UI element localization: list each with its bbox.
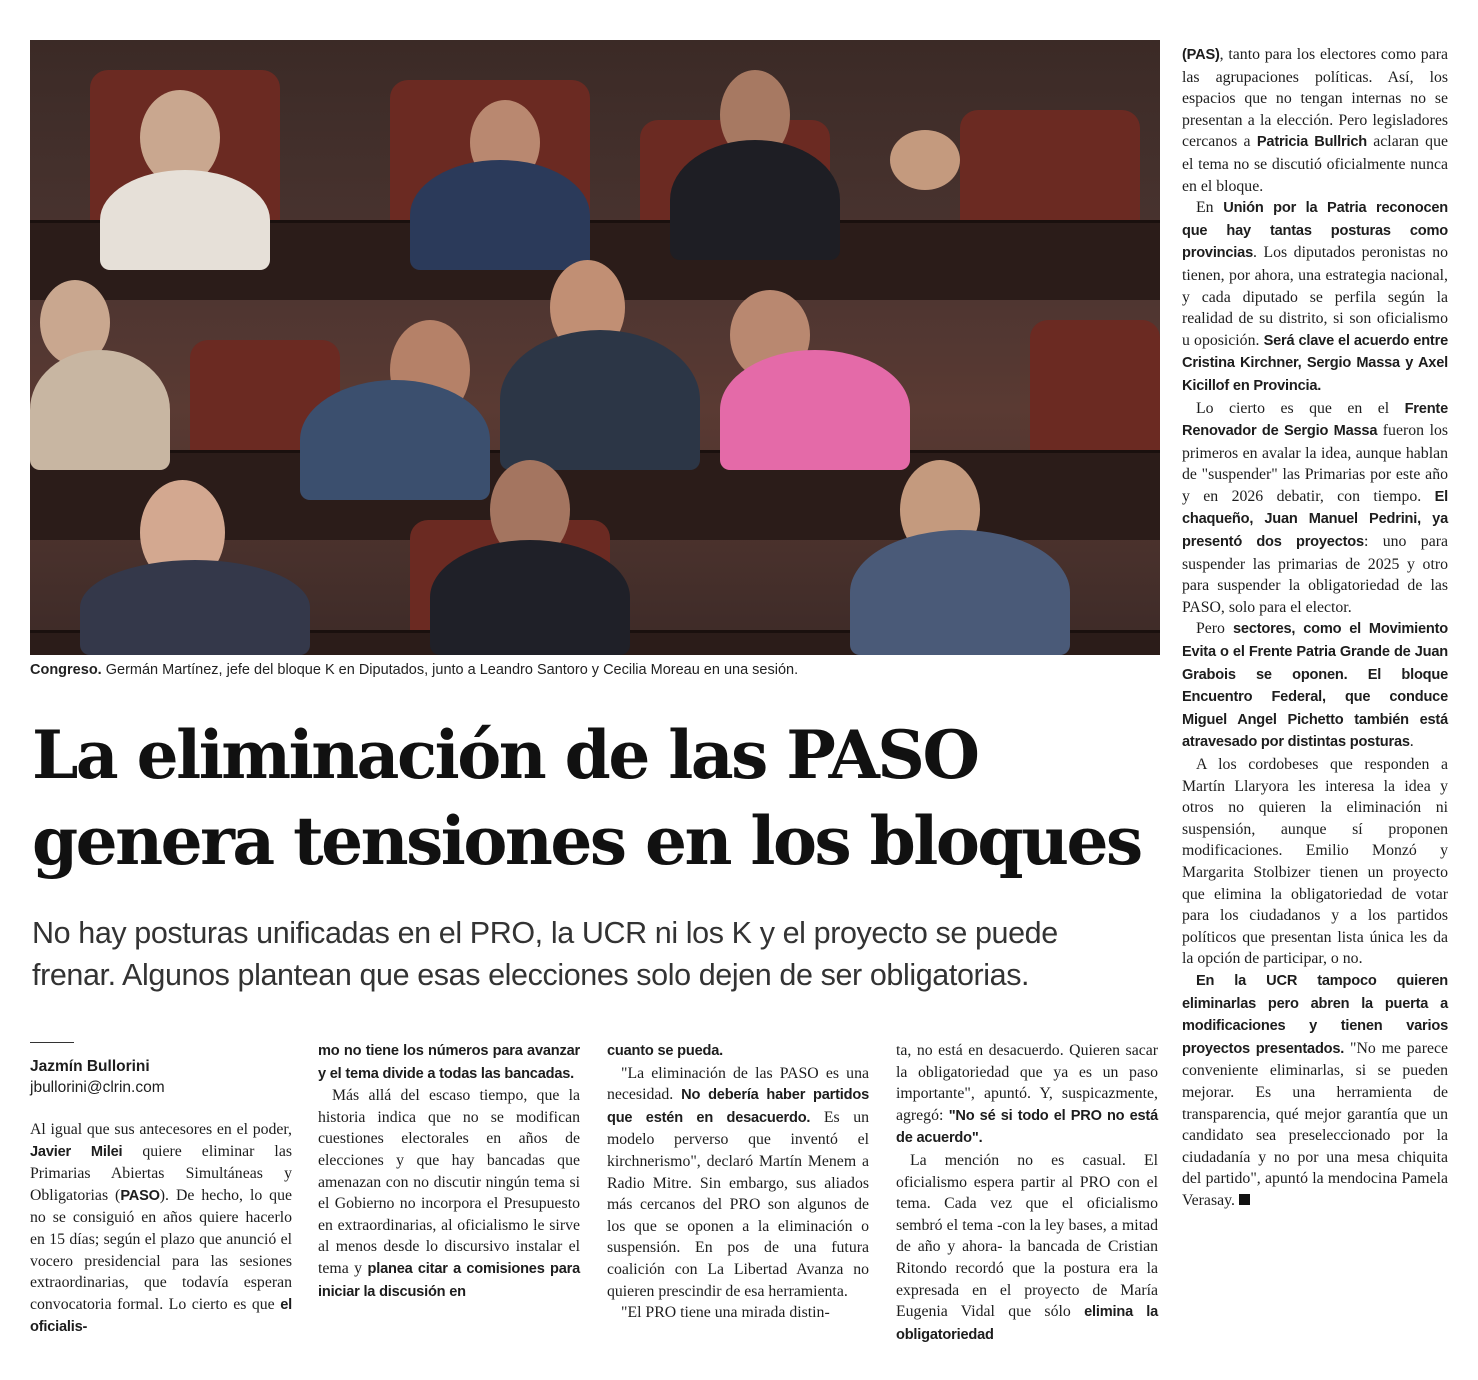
paragraph: (PAS), tanto para los electores como para las agrupaciones políticas. Así, los espacios que no tengan internas no se presentan a la elección. Pero legisladores cercanos a Patricia Bullrich aclaran que el tema no se discutió oficialmente nunca en el bloque. [1182,46,1448,195]
column-1 [30,1040,292,1339]
paragraph: Lo cierto es que en el Frente Renovador de Sergio Massa fueron los primeros en avalar la idea, aunque hablan de "suspender" las Primarias por este año y en 2026 debatir, con tiempo. El chaqueño, Juan Manuel Pedrini, ya presentó dos proyectos: uno para suspender las primarias de 2025 y otro para suspender la obligatoriedad de las PASO, solo para el elector. [1182,399,1448,616]
headline-line-2: genera tensiones en los bloques [32,802,1141,880]
paragraph: A los cordobeses que responden a Martín Llaryora les interesa la idea y otros no quieren la eliminación ni suspensión, aunque sí proponen modificaciones. Emilio Monzó y Margarita Stolbizer tienen un proyecto que elimina la obligatoriedad de votar para los ciudadanos y a los partidos políticos que presentan lista única les da la opción de participar, o no. [1182,756,1448,968]
paragraph: Pero sectores, como el Movimiento Evita o el Frente Patria Grande de Juan Grabois se oponen. El bloque Encuentro Federal, que conduce Miguel Angel Pichetto también está atravesado por distintas posturas. [1182,620,1449,751]
byline-rule [30,1042,74,1043]
headline [32,712,1162,884]
paragraph: "El PRO tiene una mirada distin- [621,1304,830,1322]
article-photo [30,40,1160,655]
caption-lead: Congreso. [30,662,102,678]
deck-line-2: frenar. Algunos plantean que esas elecciones solo dejen de ser obligatorias. [32,958,1030,992]
caption-text: Germán Martínez, jefe del bloque K en Diputados, junto a Leandro Santoro y Cecilia Moreau en una sesión. [105,662,799,678]
headline-line-1: La eliminación de las PASO [32,716,978,794]
paragraph: "La eliminación de las PASO es una necesidad. No debería haber partidos que estén en desacuerdo. Es un modelo perverso que inventó el kirchnerismo", declaró Martín Menem a Radio Mitre. Sin embargo, sus aliados más cercanos del PRO son algunos de los que se oponen a la eliminación o suspensión. En pos de una futura coalición con La Libertad Avanza no quieren prescindir de esa herramienta. [607,1064,869,1300]
paragraph: En Unión por la Patria reconocen que hay tantas posturas como provincias. Los diputados peronistas no tienen, por ahora, una estrategia nacional, y cada diputado se perfila según la realidad de su distrito, si son oficialismo u oposición. Será clave el acuerdo entre Cristina Kirchner, Sergio Massa y Axel Kicillof en Provincia. [1182,199,1448,394]
end-of-article-icon [1239,1194,1250,1205]
byline-name: Jazmín Bullorini [30,1058,150,1075]
paragraph: cuanto se pueda. [607,1043,724,1059]
column-3 [607,1040,869,1324]
paragraph: Al igual que sus antecesores en el poder, Javier Milei quiere eliminar las Primarias Abiertas Simultáneas y Obligatorias (PASO). De hecho, lo que no se consiguió en años quiere hacerlo en 15 días; según el plazo que anunció el vocero presidencial para las sesiones extraordinarias, que todavía esperan convocatoria formal. Lo cierto es que el oficialis- [30,1121,292,1336]
paragraph: La mención no es casual. El oficialismo espera partir al PRO con el tema. Cada vez que el oficialismo sembró el tema -con la ley bases, a mitad de año y ahora- la bancada de Cristian Ritondo recordó que la postura era la expresada en el proyecto de María Eugenia Vidal que sólo elimina la obligatoriedad [896,1151,1158,1343]
column-4 [896,1040,1158,1346]
paragraph: Más allá del escaso tiempo, que la historia indica que no se modifican cuestiones electorales en años de elecciones y que hay bancadas que amenazan con no discutir ningún tema si el Gobierno no incorpora el Presupuesto en extraordinarias, al oficialismo le sirve al menos desde lo discursivo instalar el tema y planea citar a comisiones para iniciar la discusión en [318,1087,581,1300]
deck-line-1: No hay posturas unificadas en el PRO, la UCR ni los K y el proyecto se puede [32,916,1058,950]
column-2 [318,1040,580,1303]
paragraph: En la UCR tampoco quieren eliminarlas pero abren la puerta a modificaciones y tienen varios proyectos presentados. "No me parece conveniente eliminarlas, si se pueden mejorar. Es una herramienta de transparencia, qué mejor garantía que un candidato sea preseleccionado por la ciudadanía y no por una mesa chiquita del partido", apuntó la mendocina Pamela Verasay. [1182,972,1448,1209]
deck [32,912,1162,996]
paragraph: ta, no está en desacuerdo. Quieren sacar la obligatoriedad que ya es un paso importante", apuntó. Y, suspicazmente, agregó: "No sé si todo el PRO no está de acuerdo". [896,1042,1158,1147]
photo-caption [30,662,1160,678]
byline-email: jbullorini@clrin.com [30,1079,165,1096]
side-column [1182,44,1448,1211]
paragraph: mo no tiene los números para avanzar y el tema divide a todas las bancadas. [318,1043,580,1082]
